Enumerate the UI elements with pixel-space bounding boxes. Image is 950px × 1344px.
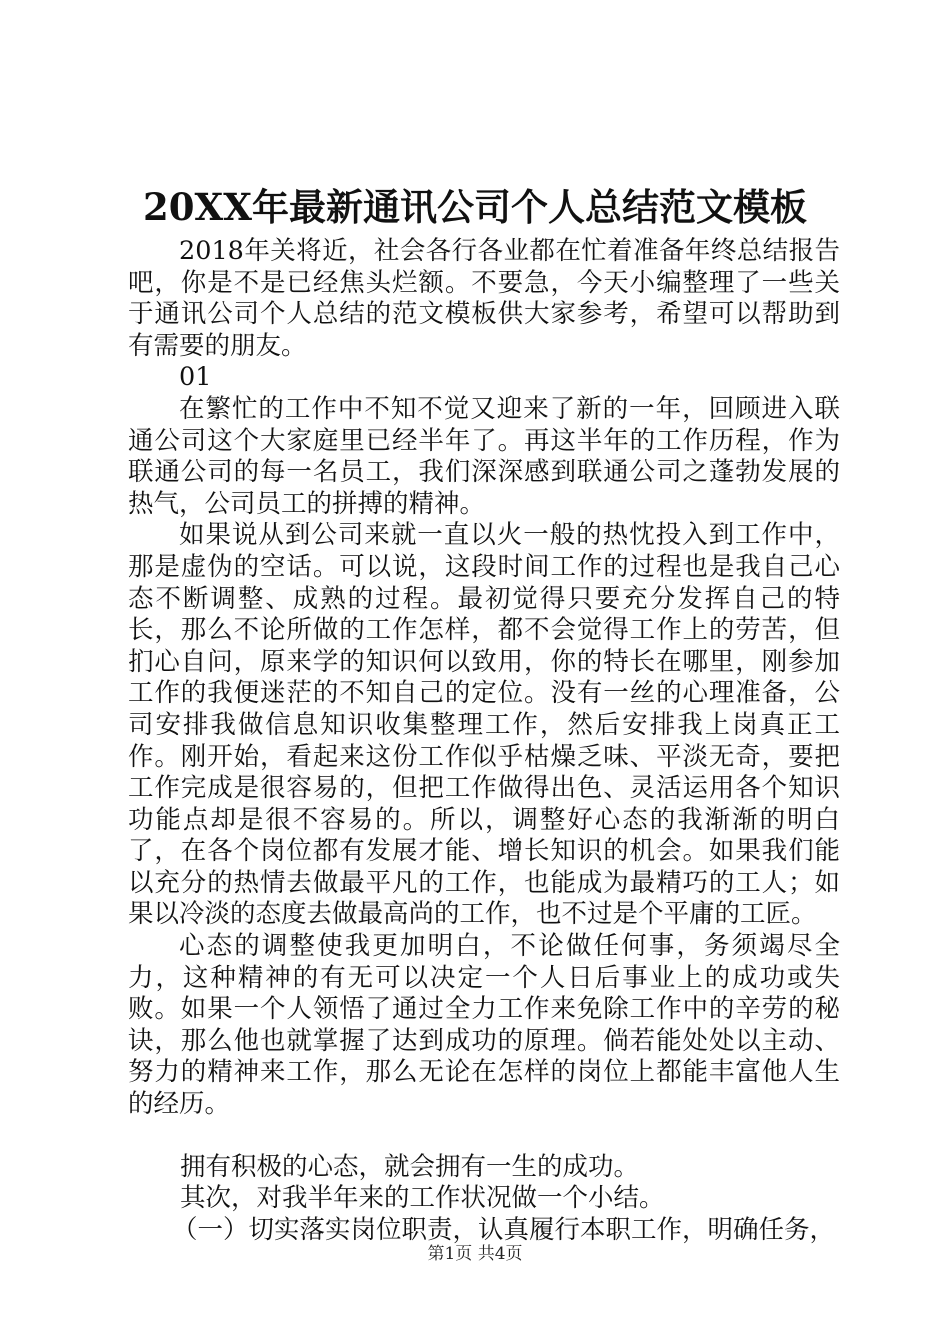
item-one-line: （一）切实落实岗位职责，认真履行本职工作，明确任务， xyxy=(172,1214,836,1245)
body-paragraph-3: 心态的调整使我更加明白，不论做任何事，务须竭尽全力，这种精神的有无可以决定一个人日后事业上的成功或失败。如果一个人领悟了通过全力工作来免除工作中的辛劳的秘诀，那么他也就掌握了达到成功的原理。倘若能处处以主动、努力的精神来工作，那么无论在怎样的岗位上都能丰富他人生的经历。 xyxy=(128,931,840,1120)
summary-intro-line: 其次，对我半年来的工作状况做一个小结。 xyxy=(180,1183,665,1214)
page-footer: 第1页 共4页 xyxy=(427,1244,523,1264)
section-number: 01 xyxy=(179,362,212,393)
body-paragraph-1: 在繁忙的工作中不知不觉又迎来了新的一年，回顾进入联通公司这个大家庭里已经半年了。再这半年的工作历程，作为联通公司的每一名员工，我们深深感到联通公司之蓬勃发展的热气，公司员工的拼搏的精神。 xyxy=(128,393,840,519)
intro-paragraph: 2018年关将近，社会各行各业都在忙着准备年终总结报告吧，你是不是已经焦头烂额。不要急，今天小编整理了一些关于通讯公司个人总结的范文模板供大家参考，希望可以帮助到有需要的朋友。 xyxy=(128,236,840,361)
document-title: 20XX年最新通讯公司个人总结范文模板 xyxy=(143,185,807,229)
body-paragraph-2: 如果说从到公司来就一直以火一般的热忱投入到工作中，那是虚伪的空话。可以说，这段时间工作的过程也是我自己心态不断调整、成熟的过程。最初觉得只要充分发挥自己的特长，那么不论所做的工作怎样，都不会觉得工作上的劳苦，但扪心自问，原来学的知识何以致用，你的特长在哪里，刚参加工作的我便迷茫的不知自己的定位。没有一丝的心理准备，公司安排我做信息知识收集整理工作，然后安排我上岗真正工作。刚开始，看起来这份工作似乎枯燥乏味、平淡无奇，要把工作完成是很容易的，但把工作做得出色、灵活运用各个知识功能点却是很不容易的。所以，调整好心态的我渐渐的明白了，在各个岗位都有发展才能、增长知识的机会。如果我们能以充分的热情去做最平凡的工作，也能成为最精巧的工人；如果以冷淡的态度去做最高尚的工作，也不过是个平庸的工匠。 xyxy=(128,520,840,930)
paragraph-spacer xyxy=(128,1121,840,1152)
document-body xyxy=(128,236,840,1246)
positive-attitude-line: 拥有积极的心态，就会拥有一生的成功。 xyxy=(180,1151,640,1182)
